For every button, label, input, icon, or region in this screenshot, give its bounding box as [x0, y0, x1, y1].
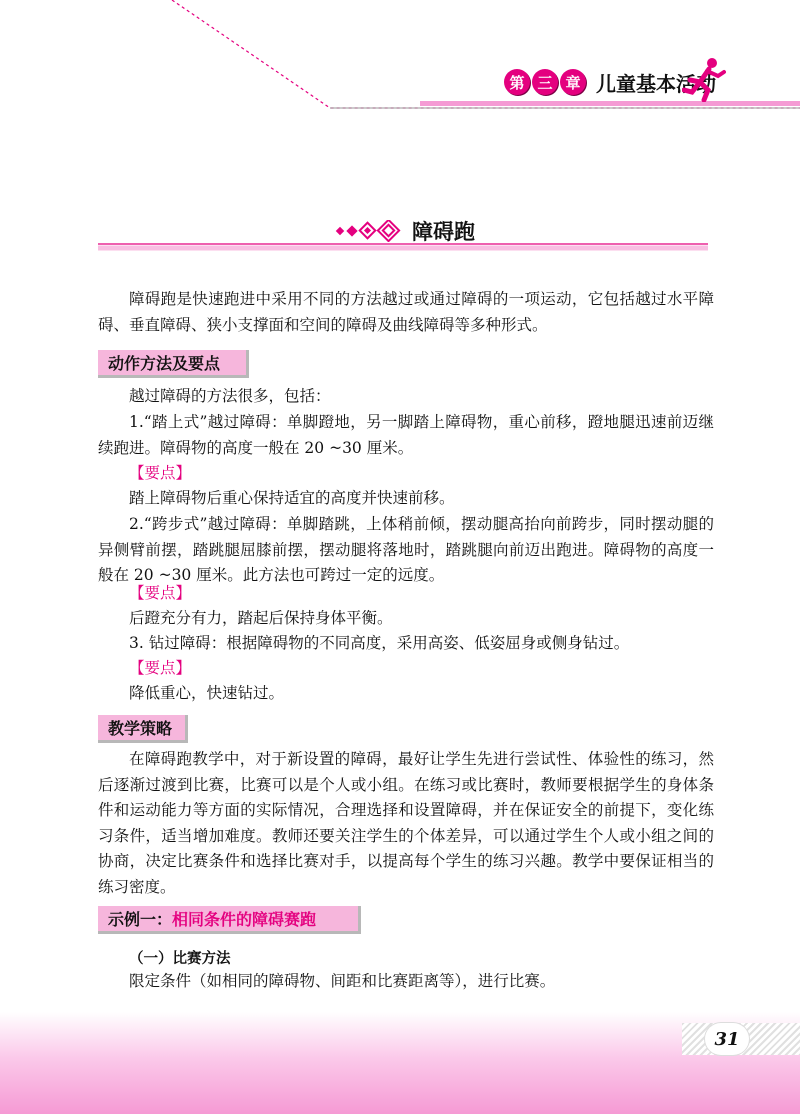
method-item-3: 3. 钻过障碍：根据障碍物的不同高度，采用高姿、低姿屈身或侧身钻过。 — [129, 634, 630, 652]
method-item-2: 2.“跨步式”越过障碍：单脚踏跳，上体稍前倾，摆动腿高抬向前跨步，同时摆动腿的异侧臂前摆，踏跳腿屈膝前摆，摆动腿将落地时，踏跳腿向前迈出跑进。障碍物的高度一般在 20 ~30 厘米。此方法也可跨过一定的远度。 — [98, 515, 714, 584]
key-point-text: 后蹬充分有力，踏起后保持身体平衡。 — [129, 609, 393, 627]
intro-paragraph: 障碍跑是快速跑进中采用不同的方法越过或通过障碍的一项运动，它包括越过水平障碍、垂直障碍、狭小支撑面和空间的障碍及曲线障碍等多种形式。 — [98, 290, 714, 334]
key-point-text: 踏上障碍物后重心保持适宜的高度并快速前移。 — [129, 489, 455, 507]
method-lead: 越过障碍的方法很多，包括： — [129, 387, 331, 405]
diamond-ornament-icon — [334, 220, 406, 242]
strategy-label: 教学策略 — [98, 715, 188, 743]
sub-heading: （一）比赛方法 — [129, 951, 231, 967]
section-title-text: 障碍跑 — [412, 220, 475, 244]
key-point-heading: 【要点】 — [129, 584, 192, 602]
example-label — [98, 906, 361, 934]
section-divider — [98, 240, 708, 254]
header-decoration — [0, 0, 800, 120]
chapter-chip: 第 — [504, 69, 530, 95]
chapter-title: 儿童基本活动 — [596, 71, 716, 96]
chapter-chip: 三 — [532, 69, 558, 95]
example-paragraph: 限定条件（如相同的障碍物、间距和比赛距离等），进行比赛。 — [129, 972, 556, 990]
key-point-text: 降低重心，快速钻过。 — [129, 684, 285, 702]
strategy-paragraph: 在障碍跑教学中，对于新设置的障碍，最好让学生先进行尝试性、体验性的练习，然后逐渐过渡到比赛，比赛可以是个人或小组。在练习或比赛时，教师要根据学生的身体条件和运动能力等方面的实际情况，合理选择和设置障碍，并在保证安全的前提下，变化练习条件，适当增加难度。教师还要关注学生的个体差异，可以通过学生个人或小组之间的协商，决定比赛条件和选择比赛对手，以提高每个学生的练习兴趣。教学中要保证相当的练习密度。 — [98, 750, 714, 896]
key-point-heading: 【要点】 — [129, 464, 192, 482]
example-label-title: 相同条件的障碍赛跑 — [172, 910, 317, 929]
runner-icon — [682, 56, 726, 102]
chapter-chip: 章 — [560, 69, 586, 95]
footer-band — [0, 1012, 800, 1114]
method-item-1: 1.“踏上式”越过障碍：单脚蹬地，另一脚踏上障碍物，重心前移，蹬地腿迅速前迈继续跑进。障碍物的高度一般在 20 ~30 厘米。 — [98, 413, 714, 457]
key-point-heading: 【要点】 — [129, 659, 192, 677]
example-label-prefix: 示例一： — [108, 910, 173, 929]
page-number: 31 — [705, 1023, 749, 1055]
method-label: 动作方法及要点 — [98, 350, 249, 378]
